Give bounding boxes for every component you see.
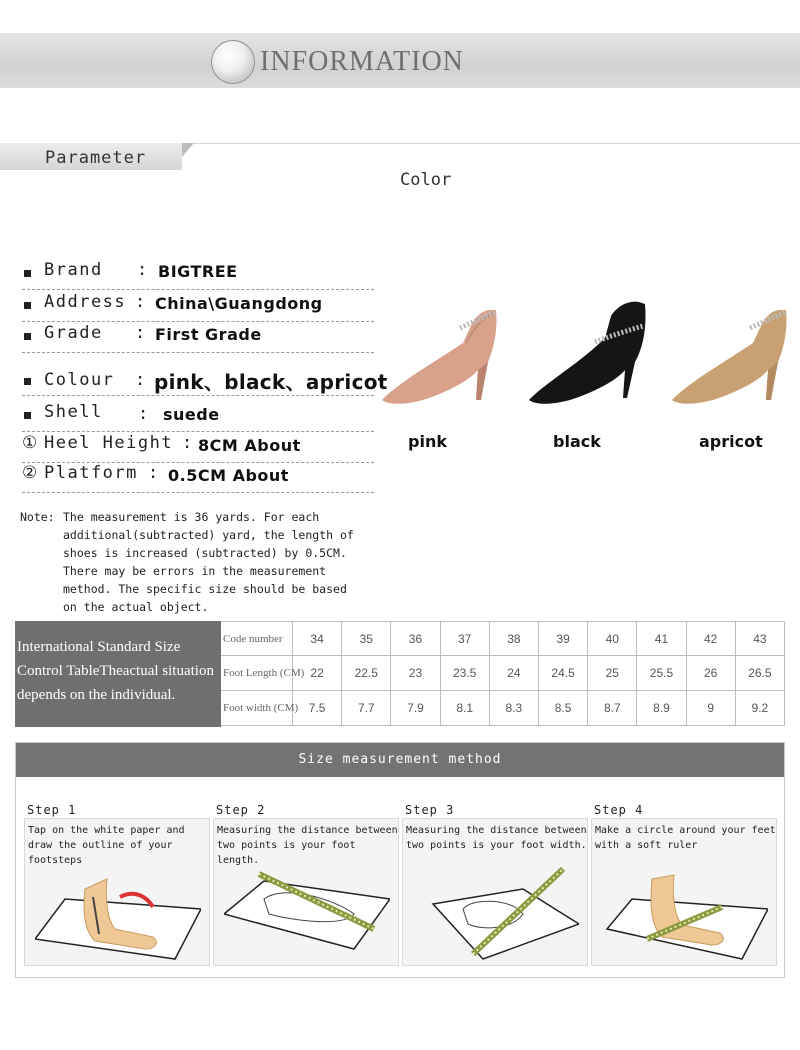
size-table-title: International Standard Size Control TableTheactual situation depends on the individual. — [15, 621, 221, 727]
size-table-row — [221, 691, 785, 726]
step-1-desc: Tap on the white paper and draw the outline of your footsteps — [28, 825, 185, 866]
spec-value: 0.5CM About — [168, 466, 289, 485]
banner-circle-icon — [212, 41, 254, 83]
note-text: The measurement is 36 yards. For each additional(subtracted) yard, the length of shoes is increased (subtracted) by 0.5CM. There may be errors in the measurement method. The specific size should be based on the actual object. — [63, 510, 354, 614]
shoe-label-pink: pink — [408, 432, 447, 451]
bullet-icon — [24, 412, 31, 419]
step-4-desc: Make a circle around your feet with a soft ruler — [595, 825, 776, 851]
method-header: Size measurement method — [16, 743, 784, 777]
size-cell: 42 — [687, 622, 736, 657]
spec-row-brand — [22, 260, 374, 290]
foot-outline-illustration — [35, 859, 201, 963]
size-table — [15, 621, 785, 727]
banner-title: INFORMATION — [260, 46, 464, 77]
size-cell: 25.5 — [637, 656, 686, 691]
step-1-card — [24, 818, 210, 966]
spec-row-grade — [22, 323, 374, 353]
spec-colon: : — [135, 370, 146, 390]
size-row-label: Foot Length (CM) — [221, 656, 293, 691]
size-cell: 22 — [293, 656, 342, 691]
size-cell: 35 — [342, 622, 391, 657]
spec-value: First Grade — [155, 325, 262, 344]
size-cell: 7.9 — [391, 691, 440, 726]
spec-row-address — [22, 292, 374, 322]
size-cell: 9 — [687, 691, 736, 726]
shoe-label-apricot: apricot — [699, 432, 763, 451]
size-table-row — [221, 621, 785, 656]
spec-value: pink、black、apricot — [154, 370, 388, 394]
spec-colon: : — [148, 463, 159, 483]
size-cell: 43 — [736, 622, 785, 657]
spec-label: Brand — [44, 260, 103, 280]
bullet-icon — [24, 378, 31, 385]
shoe-image-pink — [378, 288, 508, 408]
spec-value: BIGTREE — [158, 262, 238, 281]
bullet-icon — [24, 302, 31, 309]
size-cell: 24.5 — [539, 656, 588, 691]
size-cell: 25 — [588, 656, 637, 691]
spec-colon: : — [135, 323, 146, 343]
foot-circumference-illustration — [602, 859, 768, 963]
size-table-row — [221, 656, 785, 691]
size-cell: 39 — [539, 622, 588, 657]
step-4-title: Step 4 — [594, 803, 644, 817]
size-cell: 26.5 — [736, 656, 785, 691]
size-cell: 8.7 — [588, 691, 637, 726]
step-1-title: Step 1 — [27, 803, 77, 817]
spec-colon: : — [137, 260, 148, 280]
spec-colon: : — [182, 433, 193, 453]
circled-two-icon: ② — [22, 463, 38, 483]
bullet-icon — [24, 270, 31, 277]
size-row-label: Foot width (CM) — [221, 691, 293, 726]
step-2-desc: Measuring the distance between two points is your foot length. — [217, 825, 398, 866]
size-cell: 41 — [637, 622, 686, 657]
size-cell: 36 — [391, 622, 440, 657]
size-cell: 8.9 — [637, 691, 686, 726]
size-cell: 37 — [441, 622, 490, 657]
spec-row-shell — [22, 402, 374, 432]
size-cell: 22.5 — [342, 656, 391, 691]
circled-one-icon: ① — [22, 433, 38, 453]
size-cell: 23 — [391, 656, 440, 691]
note-prefix: Note: — [20, 510, 55, 524]
parameter-tab-fold — [182, 143, 194, 157]
size-cell: 26 — [687, 656, 736, 691]
foot-length-illustration — [224, 859, 390, 963]
spec-value: 8CM About — [198, 436, 301, 455]
spec-label: Heel Height — [44, 433, 174, 453]
measurement-note — [20, 508, 360, 616]
foot-width-illustration — [413, 859, 579, 963]
spec-label: Shell — [44, 402, 103, 422]
step-2-title: Step 2 — [216, 803, 266, 817]
size-cell: 8.5 — [539, 691, 588, 726]
parameter-label: Parameter — [45, 148, 147, 168]
color-heading: Color — [400, 170, 452, 190]
size-cell: 7.7 — [342, 691, 391, 726]
size-table-grid — [221, 621, 785, 727]
size-cell: 34 — [293, 622, 342, 657]
step-2-card — [213, 818, 399, 966]
spec-row-colour — [22, 366, 388, 396]
size-cell: 40 — [588, 622, 637, 657]
size-cell: 23.5 — [441, 656, 490, 691]
shoe-label-black: black — [553, 432, 601, 451]
spec-label: Address — [44, 292, 127, 312]
step-4-card — [591, 818, 777, 966]
spec-label: Grade — [44, 323, 103, 343]
spec-label: Platform — [44, 463, 138, 483]
step-3-title: Step 3 — [405, 803, 455, 817]
step-3-card — [402, 818, 588, 966]
size-cell: 24 — [490, 656, 539, 691]
shoe-image-black — [525, 288, 655, 408]
spec-row-platform — [22, 463, 374, 493]
size-row-label: Code number — [221, 622, 293, 657]
size-cell: 8.1 — [441, 691, 490, 726]
size-cell: 8.3 — [490, 691, 539, 726]
size-cell: 9.2 — [736, 691, 785, 726]
spec-value: China\Guangdong — [155, 294, 323, 313]
shoe-image-apricot — [668, 288, 798, 408]
spec-row-heel-height — [22, 433, 374, 463]
step-3-desc: Measuring the distance between two points is your foot width. — [406, 825, 587, 851]
size-cell: 7.5 — [293, 691, 342, 726]
spec-label: Colour — [44, 370, 115, 390]
spec-value: suede — [163, 405, 220, 424]
spec-colon: : — [135, 292, 146, 312]
bullet-icon — [24, 333, 31, 340]
spec-colon: : — [138, 404, 149, 424]
size-cell: 38 — [490, 622, 539, 657]
